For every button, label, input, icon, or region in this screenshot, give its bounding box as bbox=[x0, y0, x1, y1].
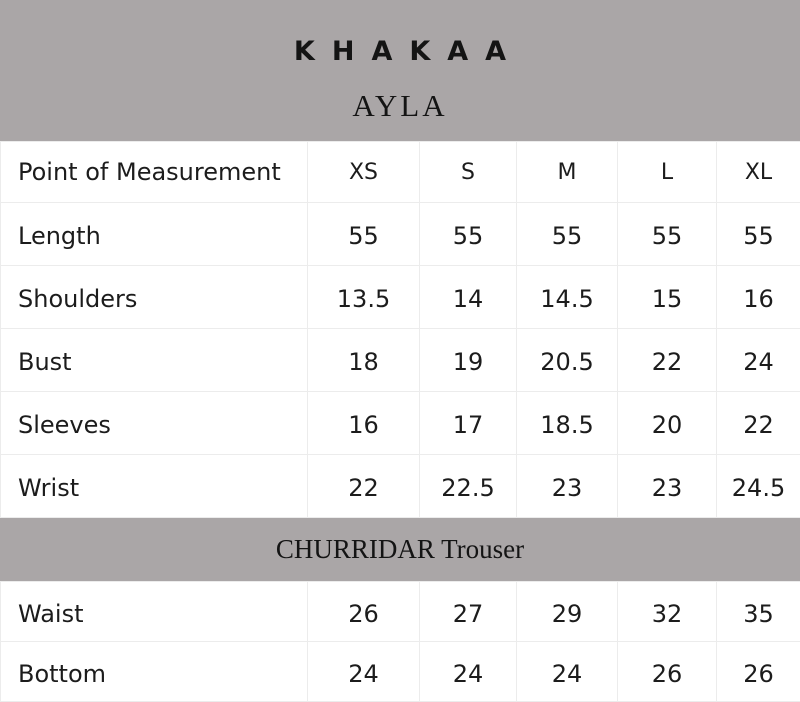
cell: 23 bbox=[618, 455, 717, 518]
row-label: Waist bbox=[1, 582, 308, 642]
cell: 20.5 bbox=[517, 329, 618, 392]
cell: 27 bbox=[420, 582, 517, 642]
cell: 16 bbox=[717, 266, 800, 329]
cell: 26 bbox=[717, 642, 800, 702]
table-row bbox=[1, 642, 800, 702]
column-header: XL bbox=[717, 142, 800, 203]
table-row bbox=[1, 582, 800, 642]
size-chart-top bbox=[0, 141, 800, 518]
cell: 24 bbox=[308, 642, 420, 702]
cell: 55 bbox=[420, 203, 517, 266]
header-row bbox=[1, 142, 800, 203]
cell: 23 bbox=[517, 455, 618, 518]
cell: 24.5 bbox=[717, 455, 800, 518]
column-header: XS bbox=[308, 142, 420, 203]
row-label: Length bbox=[1, 203, 308, 266]
cell: 55 bbox=[308, 203, 420, 266]
cell: 15 bbox=[618, 266, 717, 329]
column-header: M bbox=[517, 142, 618, 203]
cell: 24 bbox=[717, 329, 800, 392]
table-row bbox=[1, 329, 800, 392]
cell: 32 bbox=[618, 582, 717, 642]
cell: 35 bbox=[717, 582, 800, 642]
row-label: Bottom bbox=[1, 642, 308, 702]
cell: 20 bbox=[618, 392, 717, 455]
cell: 14 bbox=[420, 266, 517, 329]
size-chart-bottom bbox=[0, 581, 800, 702]
cell: 17 bbox=[420, 392, 517, 455]
cell: 18.5 bbox=[517, 392, 618, 455]
cell: 22.5 bbox=[420, 455, 517, 518]
product-title: AYLA bbox=[0, 88, 800, 124]
cell: 55 bbox=[618, 203, 717, 266]
row-label: Bust bbox=[1, 329, 308, 392]
cell: 22 bbox=[618, 329, 717, 392]
cell: 22 bbox=[717, 392, 800, 455]
cell: 16 bbox=[308, 392, 420, 455]
cell: 26 bbox=[308, 582, 420, 642]
table-row bbox=[1, 455, 800, 518]
cell: 24 bbox=[420, 642, 517, 702]
cell: 26 bbox=[618, 642, 717, 702]
cell: 55 bbox=[517, 203, 618, 266]
column-header: Point of Measurement bbox=[1, 142, 308, 203]
section-title: CHURRIDAR Trouser bbox=[0, 518, 800, 581]
cell: 13.5 bbox=[308, 266, 420, 329]
cell: 55 bbox=[717, 203, 800, 266]
header-band bbox=[0, 0, 800, 141]
cell: 29 bbox=[517, 582, 618, 642]
cell: 19 bbox=[420, 329, 517, 392]
column-header: S bbox=[420, 142, 517, 203]
row-label: Shoulders bbox=[1, 266, 308, 329]
table-row bbox=[1, 203, 800, 266]
row-label: Wrist bbox=[1, 455, 308, 518]
cell: 24 bbox=[517, 642, 618, 702]
column-header: L bbox=[618, 142, 717, 203]
table-row bbox=[1, 266, 800, 329]
table-row bbox=[1, 392, 800, 455]
row-label: Sleeves bbox=[1, 392, 308, 455]
brand-logo: KHAKAA bbox=[0, 36, 800, 67]
cell: 14.5 bbox=[517, 266, 618, 329]
cell: 18 bbox=[308, 329, 420, 392]
cell: 22 bbox=[308, 455, 420, 518]
